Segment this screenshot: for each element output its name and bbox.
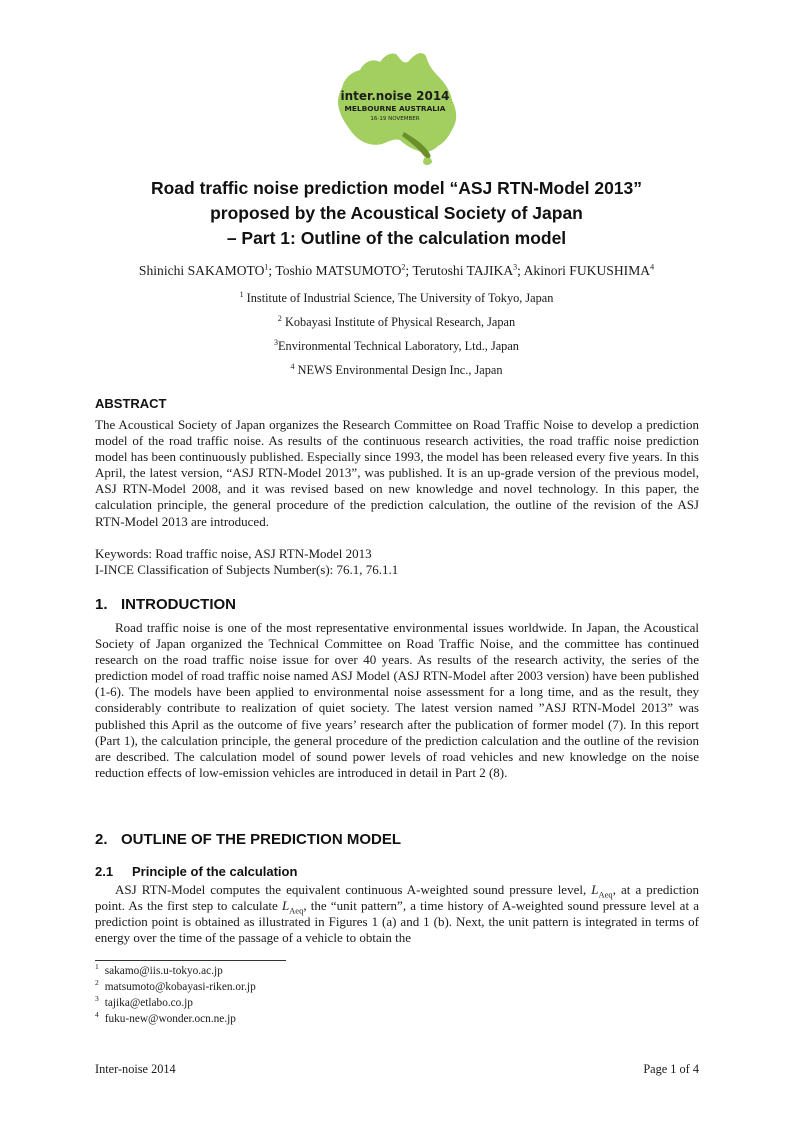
author-name: Shinichi SAKAMOTO [138,263,265,278]
affiliation: $^4$ NEWS Environmental Design Inc., Japan [290,361,503,377]
author-mark: 2 [401,262,406,272]
author-mark: 4 [650,262,655,272]
section-number: 2. [95,831,108,848]
classification-line: I-INCE Classification of Subjects Number(s): 76.1, 76.1.1 [95,562,399,577]
introduction-text: Road traffic noise is one of the most representative environmental issues worldwide. In Japan, the Acoustical Society of Japan organized the Technical Committee on Road Traffic Noise, and the committee has continued research on the road traffic noise issue for over 40 years. As results of the research activity, the series of the prediction model of road traffic noise named ASJ Model (ASJ RTN-Model after 2003 version) have been published (1-6). The models have been applied to environmental noise assessment for a long time, and as the result, they considerably contribute to realization of quiet society. The latest version named ”ASJ RTN-Model 2013” was published this April as the outcome of five years’ research after the publication of former model (7). In this report (Part 1), the calculation principle, the general procedure of the prediction calculation and the outline of the revision are described. The calculation model of sound power levels of road vehicles and new knowledge on the noise reduction effects of low-emission vehicles are introduced in detail in Part 2 (8). [95,620,699,780]
affiliation: $^3$Environmental Technical Laboratory, Ltd., Japan [274,337,519,353]
footer-page-number: Page 1 of 4 [643,1062,699,1076]
tasmania-shape [423,157,432,165]
section-title: OUTLINE OF THE PREDICTION MODEL [121,831,401,848]
author-list: Shinichi SAKAMOTO$^1$; Toshio MATSUMOTO$^2$; Terutoshi TAJIKA$^3$; Akinori FUKUSHIMA$^4$ [138,262,655,278]
section-heading-outline [95,831,401,848]
footnote: $^3$ tajika@etlabo.co.jp [95,994,193,1009]
footnote: $^4$ fuku-new@wonder.ocn.ne.jp [95,1010,236,1025]
section-heading-introduction [95,596,236,613]
footnote: $^2$ matsumoto@kobayasi-riken.or.jp [95,978,256,993]
affiliation: $^2$ Kobayasi Institute of Physical Research, Japan [277,313,516,329]
email-link[interactable]: matsumoto@kobayasi-riken.or.jp [104,981,256,993]
keywords-line: Keywords: Road traffic noise, ASJ RTN-Model 2013 [95,546,372,561]
inter-noise-logo [328,48,462,170]
principle-text: ASJ RTN-Model computes the equivalent continuous A-weighted sound pressure level, $L_{Aeq}$, at a prediction point. As the first step to calculate $L_{Aeq}$, the “unit pattern”, a time history of A-weighted sound pressure level at a prediction point is obtained as illustrated in Figures 1 (a) and 1 (b). Next, the unit pattern is integrated in terms of energy over the time of the passage of a vehicle to obtain the [95,882,700,946]
author-mark: 3 [513,262,518,272]
footnote: $^1$ sakamo@iis.u-tokyo.ac.jp [95,962,223,977]
footer-conference: Inter-noise 2014 [95,1062,176,1076]
email-link[interactable]: fuku-new@wonder.ocn.ne.jp [104,1013,236,1025]
abstract-heading: ABSTRACT [95,396,167,411]
affiliation: $^1$ Institute of Industrial Science, The University of Tokyo, Japan [239,289,554,305]
logo-line-2: MELBOURNE AUSTRALIA [344,104,446,113]
section-number: 1. [95,596,108,613]
author-name: Akinori FUKUSHIMA [523,263,651,278]
title-line-1: Road traffic noise prediction model “ASJ RTN-Model 2013” [150,178,643,198]
abstract-text: The Acoustical Society of Japan organizes the Research Committee on Road Traffic Noise to develop a prediction model of the road traffic noise. As results of the continuous research activities, the road traffic noise prediction model has been continuously published. Especially since 1993, the model has been released every five years. In this April, the latest version, “ASJ RTN-Model 2013”, was published. It is an up-grade version of the previous model, ASJ RTN-Model 2008, and it was revised based on new knowledge and novel technology. In this paper, the calculation principle, the general procedure of the prediction calculation, the outline of the revision of the ASJ RTN-Model 2013 are introduced. [95,417,699,529]
author-name: Terutoshi TAJIKA [412,263,514,278]
footnote-divider [95,960,286,961]
subsection-title: Principle of the calculation [132,864,298,879]
subsection-heading-principle [95,864,297,879]
email-link[interactable]: tajika@etlabo.co.jp [104,997,193,1009]
author-mark: 1 [264,262,269,272]
logo-line-3: 16-19 NOVEMBER [370,116,420,122]
title-line-2: proposed by the Acoustical Society of Japan [210,203,583,223]
email-link[interactable]: sakamo@iis.u-tokyo.ac.jp [104,965,223,977]
title-line-3: – Part 1: Outline of the calculation model [226,228,567,248]
section-title: INTRODUCTION [121,596,236,613]
paper-title [60,176,733,251]
subsection-number: 2.1 [95,864,114,879]
author-name: Toshio MATSUMOTO [275,263,402,278]
logo-line-1: inter.noise 2014 [340,89,450,103]
